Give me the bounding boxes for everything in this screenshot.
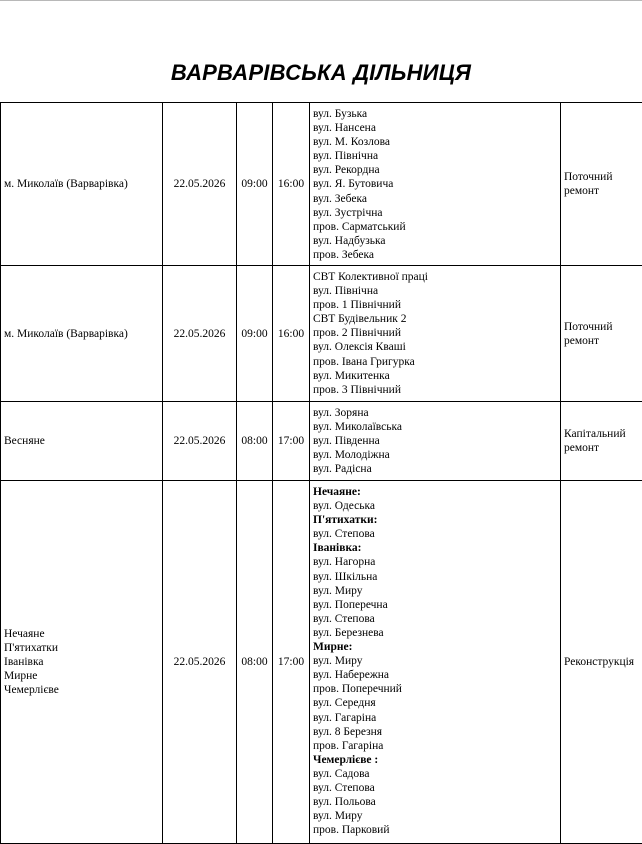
street-name: вул. М. Козлова (313, 135, 557, 149)
start-time-cell: 08:00 (237, 481, 273, 844)
location-name: м. Миколаїв (Варварівка) (4, 177, 159, 191)
table-row (1, 103, 642, 266)
end-time-cell: 16:00 (273, 266, 310, 402)
street-name: вул. Надбузька (313, 234, 557, 248)
location-name: П'ятихатки (4, 641, 159, 655)
street-name: вул. Миру (313, 809, 557, 823)
location-cell (1, 103, 163, 266)
street-name: пров. Зебека (313, 248, 557, 262)
end-time-cell: 16:00 (273, 103, 310, 266)
street-name: вул. Одеська (313, 499, 557, 513)
location-name: Мирне (4, 669, 159, 683)
street-name: вул. Миколаївська (313, 420, 557, 434)
street-name: вул. Степова (313, 612, 557, 626)
street-name: вул. Північна (313, 284, 557, 298)
street-name: пров. Поперечний (313, 682, 557, 696)
street-name: пров. Парковий (313, 823, 557, 837)
top-rule (0, 0, 642, 1)
street-name: вул. 8 Березня (313, 725, 557, 739)
start-time-cell: 09:00 (237, 266, 273, 402)
street-name: вул. Березнева (313, 626, 557, 640)
village-heading: Чемерлієве : (313, 753, 557, 767)
street-name: пров. 3 Північний (313, 383, 557, 397)
date-cell: 22.05.2026 (163, 481, 237, 844)
street-name: вул. Миру (313, 584, 557, 598)
street-name: пров. Гагаріна (313, 739, 557, 753)
street-name: вул. Молодіжна (313, 448, 557, 462)
location-name: м. Миколаїв (Варварівка) (4, 327, 159, 341)
date-cell: 22.05.2026 (163, 103, 237, 266)
street-name: вул. Бузька (313, 107, 557, 121)
outage-table (0, 102, 642, 844)
street-name: пров. 2 Північний (313, 326, 557, 340)
streets-cell (310, 103, 561, 266)
village-heading: Нечаяне: (313, 485, 557, 499)
street-name: вул. Нансена (313, 121, 557, 135)
work-type-cell: Поточний ремонт (561, 103, 642, 266)
street-name: вул. Миру (313, 654, 557, 668)
end-time-cell: 17:00 (273, 402, 310, 481)
street-name: вул. Поперечна (313, 598, 557, 612)
work-type-cell: Реконструкція (561, 481, 642, 844)
street-name: СВТ Колективної праці (313, 270, 557, 284)
street-name: вул. Нагорна (313, 555, 557, 569)
village-heading: Мирне: (313, 640, 557, 654)
page-title: ВАРВАРІВСЬКА ДІЛЬНИЦЯ (0, 59, 642, 87)
date-cell: 22.05.2026 (163, 402, 237, 481)
street-name: пров. 1 Північний (313, 298, 557, 312)
table-row (1, 266, 642, 402)
location-cell (1, 266, 163, 402)
streets-cell (310, 481, 561, 844)
location-name: Іванівка (4, 655, 159, 669)
table-row (1, 481, 642, 844)
street-name: вул. Степова (313, 781, 557, 795)
streets-cell (310, 402, 561, 481)
street-name: вул. Південна (313, 434, 557, 448)
streets-cell (310, 266, 561, 402)
street-name: вул. Олексія Кваші (313, 340, 557, 354)
end-time-cell: 17:00 (273, 481, 310, 844)
street-name: вул. Садова (313, 767, 557, 781)
street-name: вул. Польова (313, 795, 557, 809)
location-name: Нечаяне (4, 627, 159, 641)
street-name: вул. Рекордна (313, 163, 557, 177)
location-cell (1, 402, 163, 481)
village-heading: П'ятихатки: (313, 513, 557, 527)
street-name: вул. Я. Бутовича (313, 177, 557, 191)
location-name: Весняне (4, 434, 159, 448)
location-cell (1, 481, 163, 844)
start-time-cell: 08:00 (237, 402, 273, 481)
work-type-cell: Капітальний ремонт (561, 402, 642, 481)
street-name: вул. Набережна (313, 668, 557, 682)
start-time-cell: 09:00 (237, 103, 273, 266)
street-name: вул. Шкільна (313, 570, 557, 584)
street-name: вул. Радісна (313, 462, 557, 476)
street-name: СВТ Будівельник 2 (313, 312, 557, 326)
street-name: вул. Степова (313, 527, 557, 541)
location-name: Чемерлієве (4, 683, 159, 697)
work-type-cell: Поточний ремонт (561, 266, 642, 402)
street-name: вул. Микитенка (313, 369, 557, 383)
village-heading: Іванівка: (313, 541, 557, 555)
street-name: вул. Північна (313, 149, 557, 163)
street-name: пров. Івана Григурка (313, 355, 557, 369)
date-cell: 22.05.2026 (163, 266, 237, 402)
street-name: вул. Зустрічна (313, 206, 557, 220)
street-name: вул. Зебека (313, 192, 557, 206)
street-name: вул. Гагаріна (313, 711, 557, 725)
street-name: пров. Сарматський (313, 220, 557, 234)
street-name: вул. Зоряна (313, 406, 557, 420)
table-row (1, 402, 642, 481)
street-name: вул. Середня (313, 696, 557, 710)
